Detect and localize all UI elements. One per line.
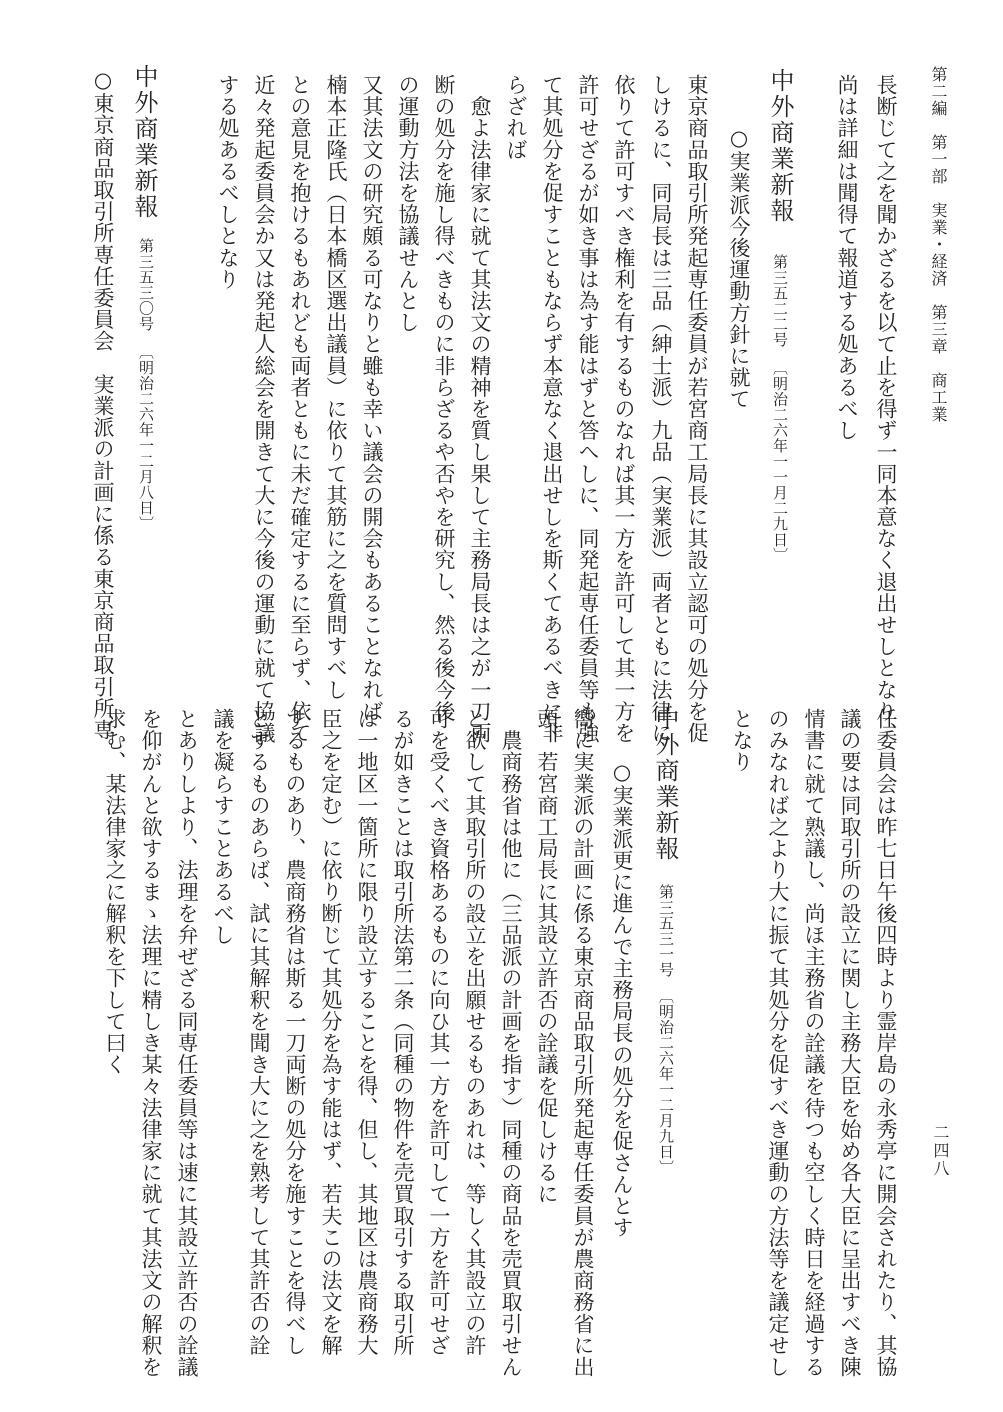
article1-title: ○実業派今後運動方針に就て: [727, 126, 751, 410]
article1-line: 断の処分を施し得べきものに非らざるや否やを研究し、然る後今後: [432, 74, 456, 722]
lower-cont-line: となり: [730, 708, 754, 773]
article1-line: しけるに、同局長は三品（紳士派）九品（実業派）両者ともに法律に: [649, 74, 673, 744]
lower-cont-line: のみなれば之より大に振て其処分を促すべき運動の方法等を議定せし: [766, 708, 790, 1378]
article3-line: 臣之を定む）に依り断じて其処分を為す能はず、若夫この法文を解: [319, 708, 343, 1356]
upper-cont-line-1: 長断じて之を聞かざるを以て止を得ず一同本意なく退出せしとなり、: [874, 74, 898, 744]
article3-line: とありしより、法理を弁ぜざる同専任委員等は速に其設立許否の詮議: [175, 708, 199, 1378]
article1-line: 近々発起委員会か又は発起人総会を開きて大に今後の運動に就て協議: [252, 74, 276, 744]
article1-line: 東京商品取引所発起専任委員が若宮商工局長に其設立認可の処分を促: [685, 74, 709, 744]
lower-cont-line: 議の要は同取引所の設立に関し主務大臣を始め各大臣に呈出すべき陳: [838, 708, 862, 1378]
article1-line: 許可せざるが如き事は為す能はずと答へしに、同発起専任委員等も強: [576, 74, 600, 744]
article2-masthead: 中外商業新報: [130, 64, 158, 220]
article1-line: する処あるべしとなり: [216, 74, 240, 290]
article1-date: 〔明治二六年一一月二九日〕: [771, 360, 789, 563]
article3-line: するものあり、農商務省は斯る一刀両断の処分を施すことを得べし: [283, 708, 307, 1356]
article1-masthead: 中外商業新報: [766, 68, 794, 224]
article1-line: 愈よ法律家に就て其法文の精神を質し果して主務局長は之が一刀両: [468, 74, 492, 744]
article3-line: 可を受くべき資格あるものに向ひ其一方を許可して一方を許可せざ: [427, 708, 451, 1356]
article1-line: 又其法文の研究頗る可なりと雖も幸い議会の開会もあることなれば: [360, 74, 384, 722]
article3-line: と欲して其取引所の設立を出願せるものあれは、等しく其設立の許: [463, 708, 487, 1356]
article1-line: らざれば: [504, 74, 528, 161]
article3-line: は一地区一箇所に限り設立することを得、但し、其地区は農商務大: [355, 708, 379, 1356]
article3-issue-number: 第三五三一号: [657, 884, 675, 978]
article2-first-line: ○東京商品取引所専任委員会 実業派の計画に係る東京商品取引所専: [91, 68, 115, 741]
lower-cont-line: 情書に就て熟議し、尚ほ主務省の詮議を待つも空しく時日を経過する: [802, 708, 826, 1378]
article1-line: 依りて許可すべき権利を有するものなれば其一方を許可して其一方を: [612, 74, 636, 744]
article1-line: との意見を抱けるもあれども両者ともに未だ確定するに至らず、依て: [288, 74, 312, 744]
article3-line: とするものあらば、試に其解釈を聞き大に之を熟考して其許否の詮: [247, 708, 271, 1356]
article3-line: を仰がんと欲するまゝ法理に精しき某々法律家に就て其法文の解釈を: [139, 708, 163, 1378]
page-number: 二四八: [931, 1124, 950, 1178]
lower-cont-line: 任委員会は昨七日午後四時より霊岸島の永秀亭に開会されたり、其協: [874, 708, 898, 1378]
article3-line: 頭、若宮商工局長に其設立許否の詮議を促しけるに: [535, 708, 559, 1205]
article3-line: 嚮に実業派の計画に係る東京商品取引所発起専任委員が農商務省に出: [571, 708, 595, 1378]
upper-cont-line-2: 尚は詳細は聞得て報道する処あるべし: [835, 74, 859, 442]
article1-issue-number: 第三五二二号: [771, 254, 789, 348]
article3-line: 求む、某法律家之に解釈を下して曰く: [103, 708, 127, 1076]
article2-issue-number: 第三五三〇号: [137, 238, 155, 332]
article3-line: 農商務省は他に（三品派の計画を指す）同種の商品を売買取引せん: [499, 708, 523, 1378]
article3-date: 〔明治二六年一二月九日〕: [657, 988, 675, 1176]
article3-line: るが如きことは取引所法第二条（同種の物件を売買取引する取引所: [391, 708, 415, 1356]
article1-line: て其処分を促すこともならず本意なく退出せしを斯くてあるべきに非: [540, 74, 564, 744]
article3-title: ○実業派更に進んで主務局長の処分を促さんとす: [610, 760, 634, 1239]
article1-line: 楠本正隆氏（日本橋区選出議員）に依りて其筋に之を質問すべし: [324, 74, 348, 701]
article1-line: の運動方法を協議せんとし: [396, 74, 420, 334]
article3-line: 議を凝らすことあるべし: [211, 708, 235, 946]
article3-masthead: 中外商業新報: [651, 706, 679, 862]
article2-date: 〔明治二六年一二月八日〕: [137, 344, 155, 532]
running-head: 第二編 第一部 実業・経済 第三章 商工業: [929, 66, 948, 423]
